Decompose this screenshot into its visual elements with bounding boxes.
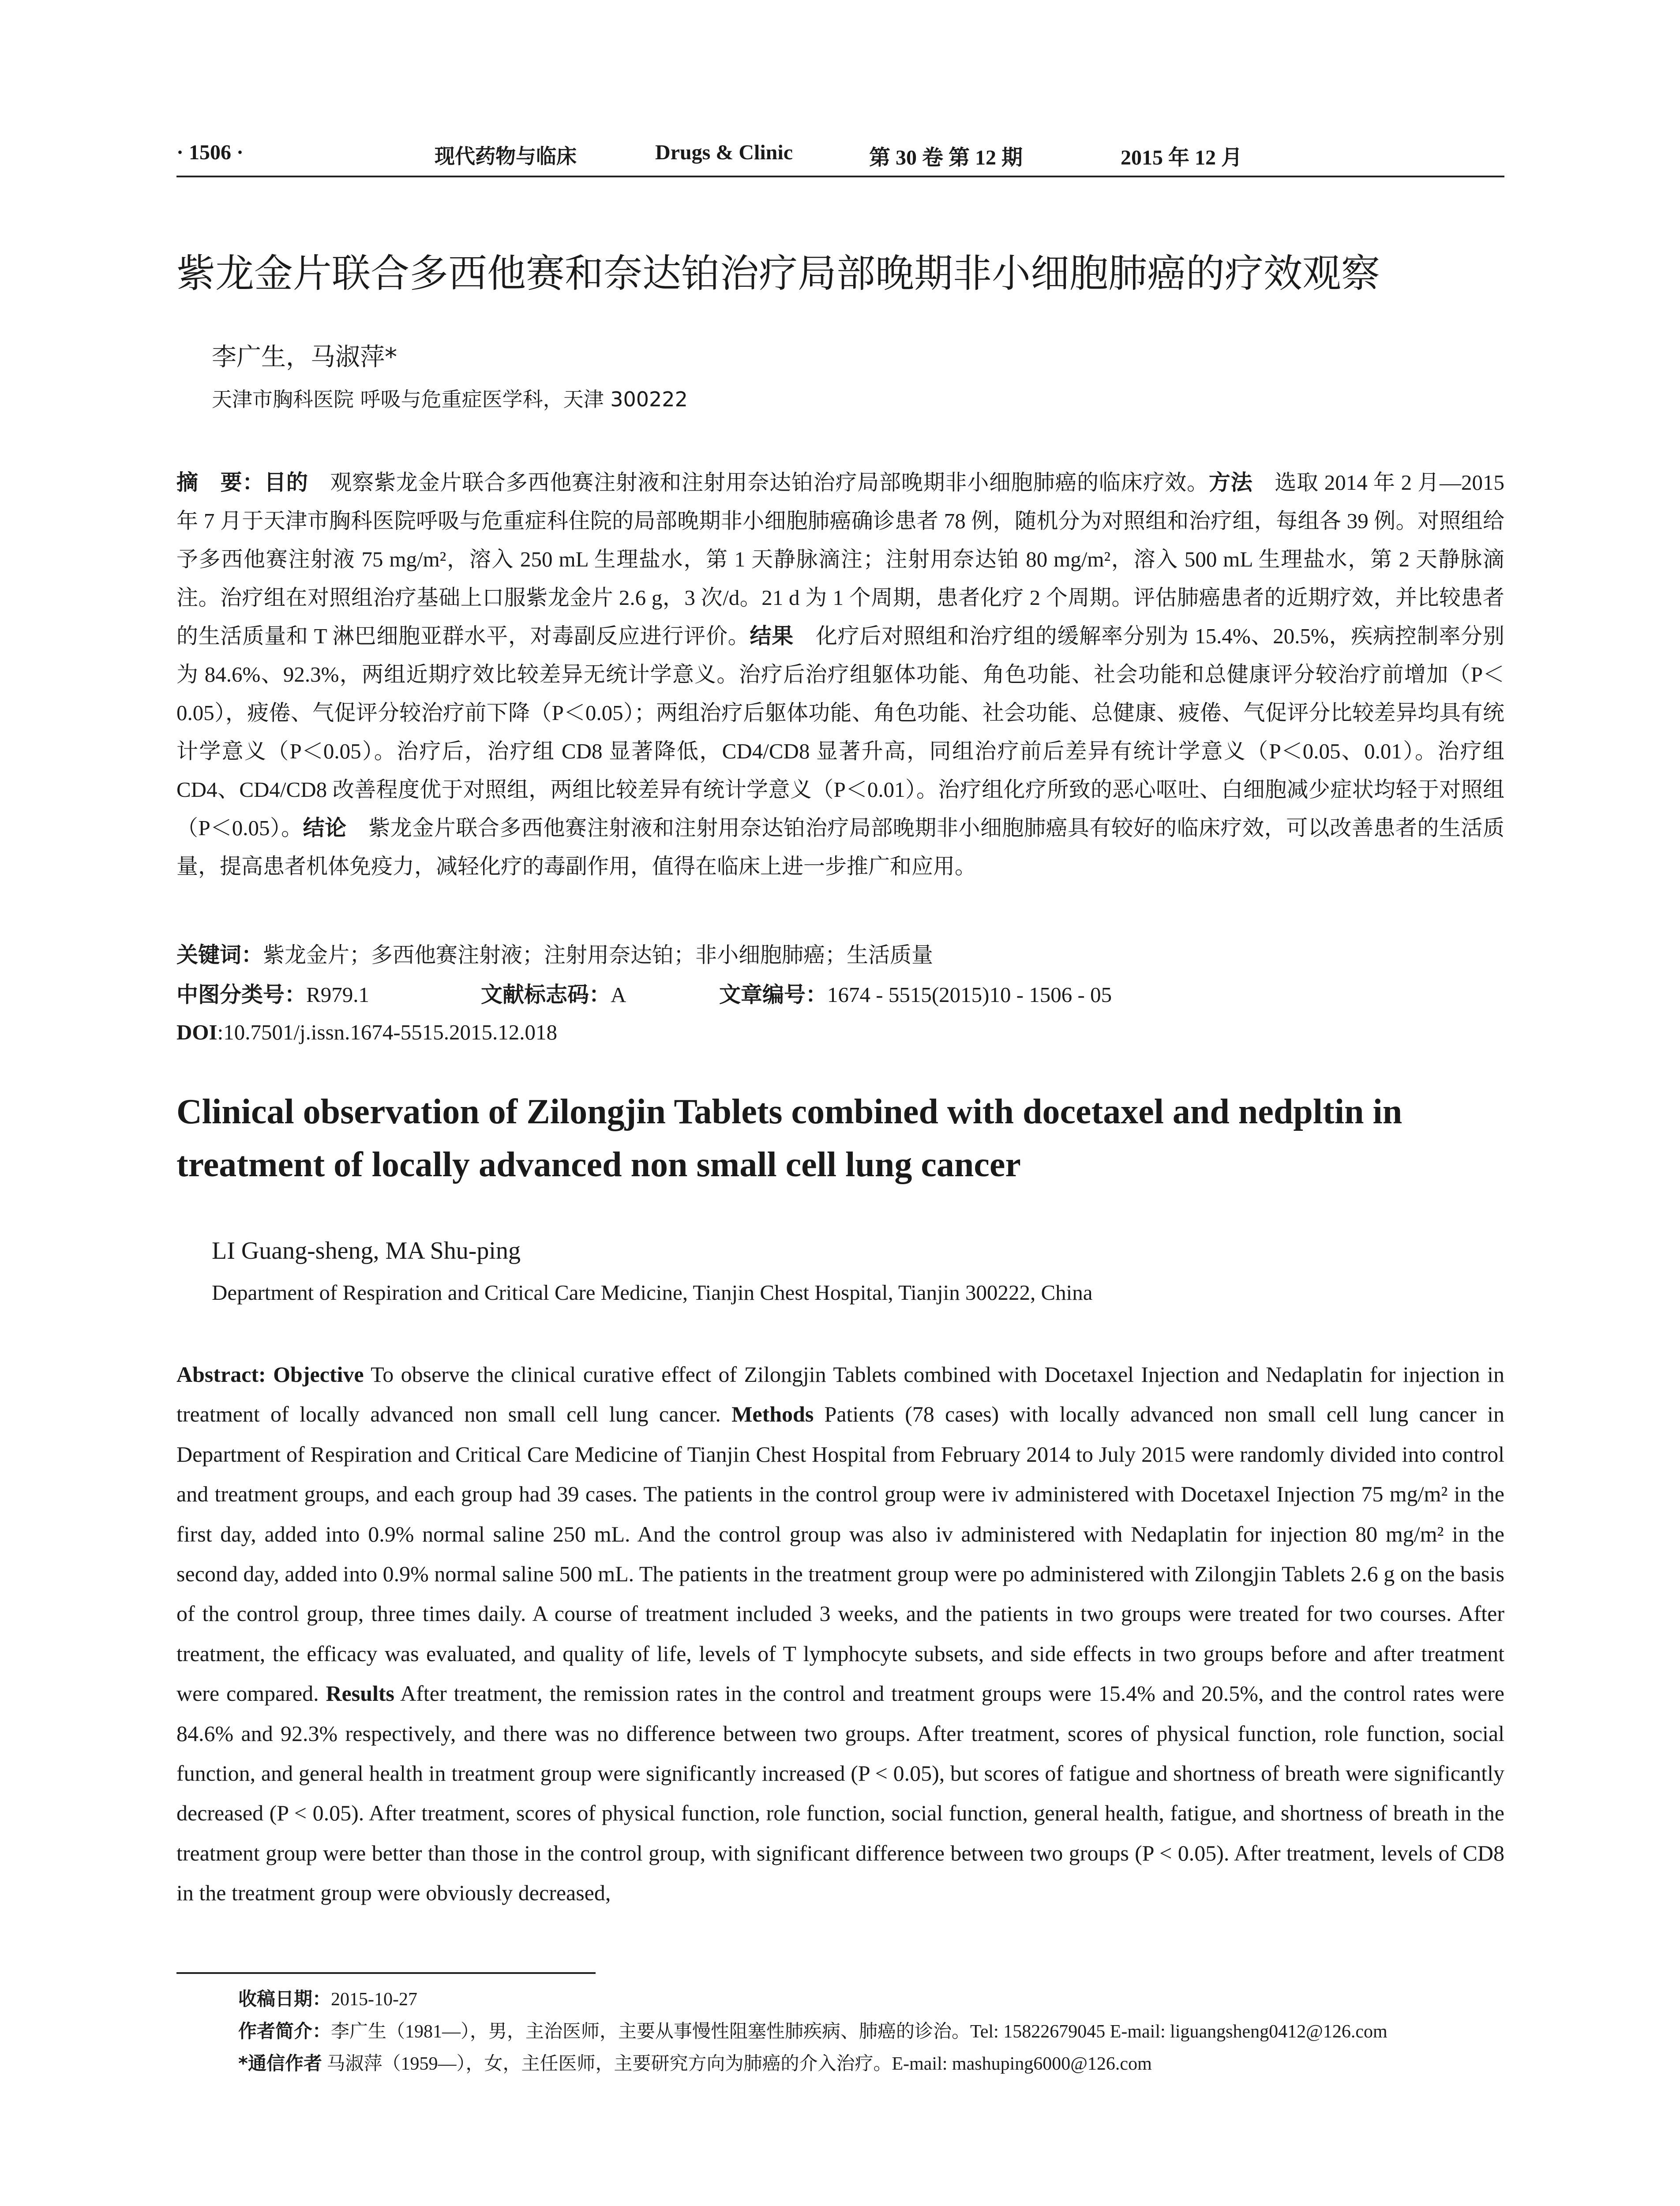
article-no-label: 文章编号：: [719, 982, 828, 1007]
doi-value: :10.7501/j.issn.1674-5515.2015.12.018: [217, 1020, 557, 1044]
keywords-text: 紫龙金片；多西他赛注射液；注射用奈达铂；非小细胞肺癌；生活质量: [263, 943, 934, 967]
keywords-label: 关键词：: [176, 942, 263, 968]
clc-label: 中图分类号：: [176, 982, 307, 1007]
results-label-cn: 结果: [750, 623, 794, 649]
page-number: · 1506 ·: [176, 141, 244, 164]
objective-label-cn: 目的: [264, 470, 308, 495]
doc-code-label: 文献标志码：: [481, 982, 611, 1007]
affiliation-cn: 天津市胸科医院 呼吸与危重症医学科，天津 300222: [212, 387, 688, 411]
bio-text: 李广生（1981—），男，主治医师，主要从事慢性阻塞性肺疾病、肺癌的诊治。Tel: 15822679045 E-mail: liguangsheng0412@126.com: [331, 2022, 1388, 2042]
footnote-received: [238, 1985, 417, 2013]
results-text-cn: 化疗后对照组和治疗组的缓解率分别为 15.4%、20.5%，疾病控制率分别为 84.6%、92.3%，两组近期疗效比较差异无统计学意义。治疗后治疗组躯体功能、角色功能、社会功能和总健康评分较治疗前增加（P＜0.05），疲倦、气促评分较治疗前下降（P＜0.05）；两组治疗后躯体功能、角色功能、社会功能、总健康、疲倦、气促评分比较差异均具有统计学意义（P＜0.05）。治疗后，治疗组 CD8 显著降低，CD4/CD8 显著升高，同组治疗前后差异有统计学意义（P＜0.05、0.01）。治疗组 CD4、CD4/CD8 改善程度优于对照组，两组比较差异有统计学意义（P＜0.01）。治疗组化疗所致的恶心呕吐、白细胞减少症状均轻于对照组（P＜0.05）。: [176, 624, 1505, 840]
results-label-en: Results: [326, 1681, 395, 1706]
doi-label: DOI: [176, 1020, 218, 1044]
authors-en: LI Guang-sheng, MA Shu-ping: [212, 1237, 521, 1264]
doc-code-value: A: [611, 983, 626, 1007]
clc-value: R979.1: [306, 983, 369, 1007]
received-label: 收稿日期：: [238, 1988, 331, 2010]
footnote-rule: [176, 1972, 596, 1974]
article-title-cn: 紫龙金片联合多西他赛和奈达铂治疗局部晚期非小细胞肺癌的疗效观察: [176, 251, 1380, 296]
methods-label-cn: 方法: [1208, 470, 1253, 495]
received-date: 2015-10-27: [331, 1989, 417, 2010]
corr-label: *通信作者: [238, 2052, 322, 2074]
running-header: [176, 140, 1504, 171]
article-title-en: Clinical observation of Zilongjin Tablets combined with docetaxel and nedpltin in treatment of locally advanced non small cell lung cancer: [176, 1092, 1402, 1184]
affiliation-en: Department of Respiration and Critical Care Medicine, Tianjin Chest Hospital, Tianjin 300222, China: [212, 1280, 1093, 1305]
doi-line: [176, 1015, 557, 1050]
abstract-label-cn: 摘 要：: [176, 470, 265, 495]
journal-name-cn: 现代药物与临床: [435, 144, 577, 168]
abstract-cn: [176, 463, 1504, 885]
methods-label-en: Methods: [731, 1402, 814, 1427]
keywords-cn: [176, 938, 933, 973]
issue-date: 2015 年 12 月: [1121, 146, 1243, 169]
objective-text-en: To observe the clinical curative effect of Zilongjin Tablets combined with Docetaxel Injection and Nedaplatin for injection in treatment of locally advanced non small cell lung cancer.: [176, 1362, 1504, 1427]
conclusion-text-cn: 紫龙金片联合多西他赛注射液和注射用奈达铂治疗局部晚期非小细胞肺癌具有较好的临床疗效，可以改善患者的生活质量，提高患者机体免疫力，减轻化疗的毒副作用，值得在临床上进一步推广和应用。: [176, 816, 1504, 878]
abstract-en: [176, 1354, 1504, 1913]
footnote-corresponding: [238, 2050, 1152, 2078]
corr-text: 马淑萍（1959—），女，主任医师，主要研究方向为肺癌的介入治疗。E-mail: mashuping6000@126.com: [322, 2054, 1152, 2074]
bio-label: 作者简介：: [238, 2020, 331, 2042]
article-no-value: 1674 - 5515(2015)10 - 1506 - 05: [827, 983, 1112, 1007]
classification-line: [176, 977, 1504, 1013]
methods-text-en: Patients (78 cases) with locally advanced non small cell lung cancer in Department of Respiration and Critical Care Medicine of Tianjin Chest Hospital from February 2014 to July 2015 were randomly divided into control and treatment groups, and each group had 39 cases. The patients in the control group were iv administered with Docetaxel Injection 75 mg/m² in the first day, added into 0.9% normal saline 250 mL. And the control group was also iv administered with Nedaplatin for injection 80 mg/m² in the second day, added into 0.9% normal saline 500 mL. The patients in the treatment group were po administered with Zilongjin Tablets 2.6 g on the basis of the control group, three times daily. A course of treatment included 3 weeks, and the patients in two groups were treated for two courses. After treatment, the efficacy was evaluated, and quality of life, levels of T lymphocyte subsets, and side effects in two groups before and after treatment were compared.: [176, 1402, 1504, 1706]
journal-name-en: Drugs & Clinic: [655, 141, 793, 164]
objective-text-cn: 观察紫龙金片联合多西他赛注射液和注射用奈达铂治疗局部晚期非小细胞肺癌的临床疗效。: [308, 470, 1209, 495]
abstract-label-en: Abstract: Objective: [176, 1362, 364, 1387]
conclusion-label-cn: 结论: [303, 815, 347, 840]
header-rule: [176, 176, 1504, 177]
volume-issue: 第 30 卷 第 12 期: [869, 146, 1023, 169]
authors-cn: 李广生，马淑萍*: [212, 343, 397, 371]
methods-text-cn: 选取 2014 年 2 月—2015 年 7 月于天津市胸科医院呼吸与危重症科住院的局部晚期非小细胞肺癌确诊患者 78 例，随机分为对照组和治疗组，每组各 39 例。对照组给予多西他赛注射液 75 mg/m²，溶入 250 mL 生理盐水，第 1 天静脉滴注；注射用奈达铂 80 mg/m²，溶入 500 mL 生理盐水，第 2 天静脉滴注。治疗组在对照组治疗基础上口服紫龙金片 2.6 g，3 次/d。21 d 为 1 个周期，患者化疗 2 个周期。评估肺癌患者的近期疗效，并比较患者的生活质量和 T 淋巴细胞亚群水平，对毒副反应进行评价。: [176, 470, 1504, 648]
footnote-author-bio: [238, 2018, 1388, 2045]
results-text-en: After treatment, the remission rates in the control and treatment groups were 15.4% and 20.5%, and the control rates were 84.6% and 92.3% respectively, and there was no difference between two groups. After treatment, scores of physical function, role function, social function, and general health in treatment group were significantly increased (P < 0.05), but scores of fatigue and shortness of breath were significantly decreased (P < 0.05). After treatment, scores of physical function, role function, social function, general health, fatigue, and shortness of breath in the treatment group were better than those in the control group, with significant difference between two groups (P < 0.05). After treatment, levels of CD8 in the treatment group were obviously decreased,: [176, 1681, 1505, 1906]
